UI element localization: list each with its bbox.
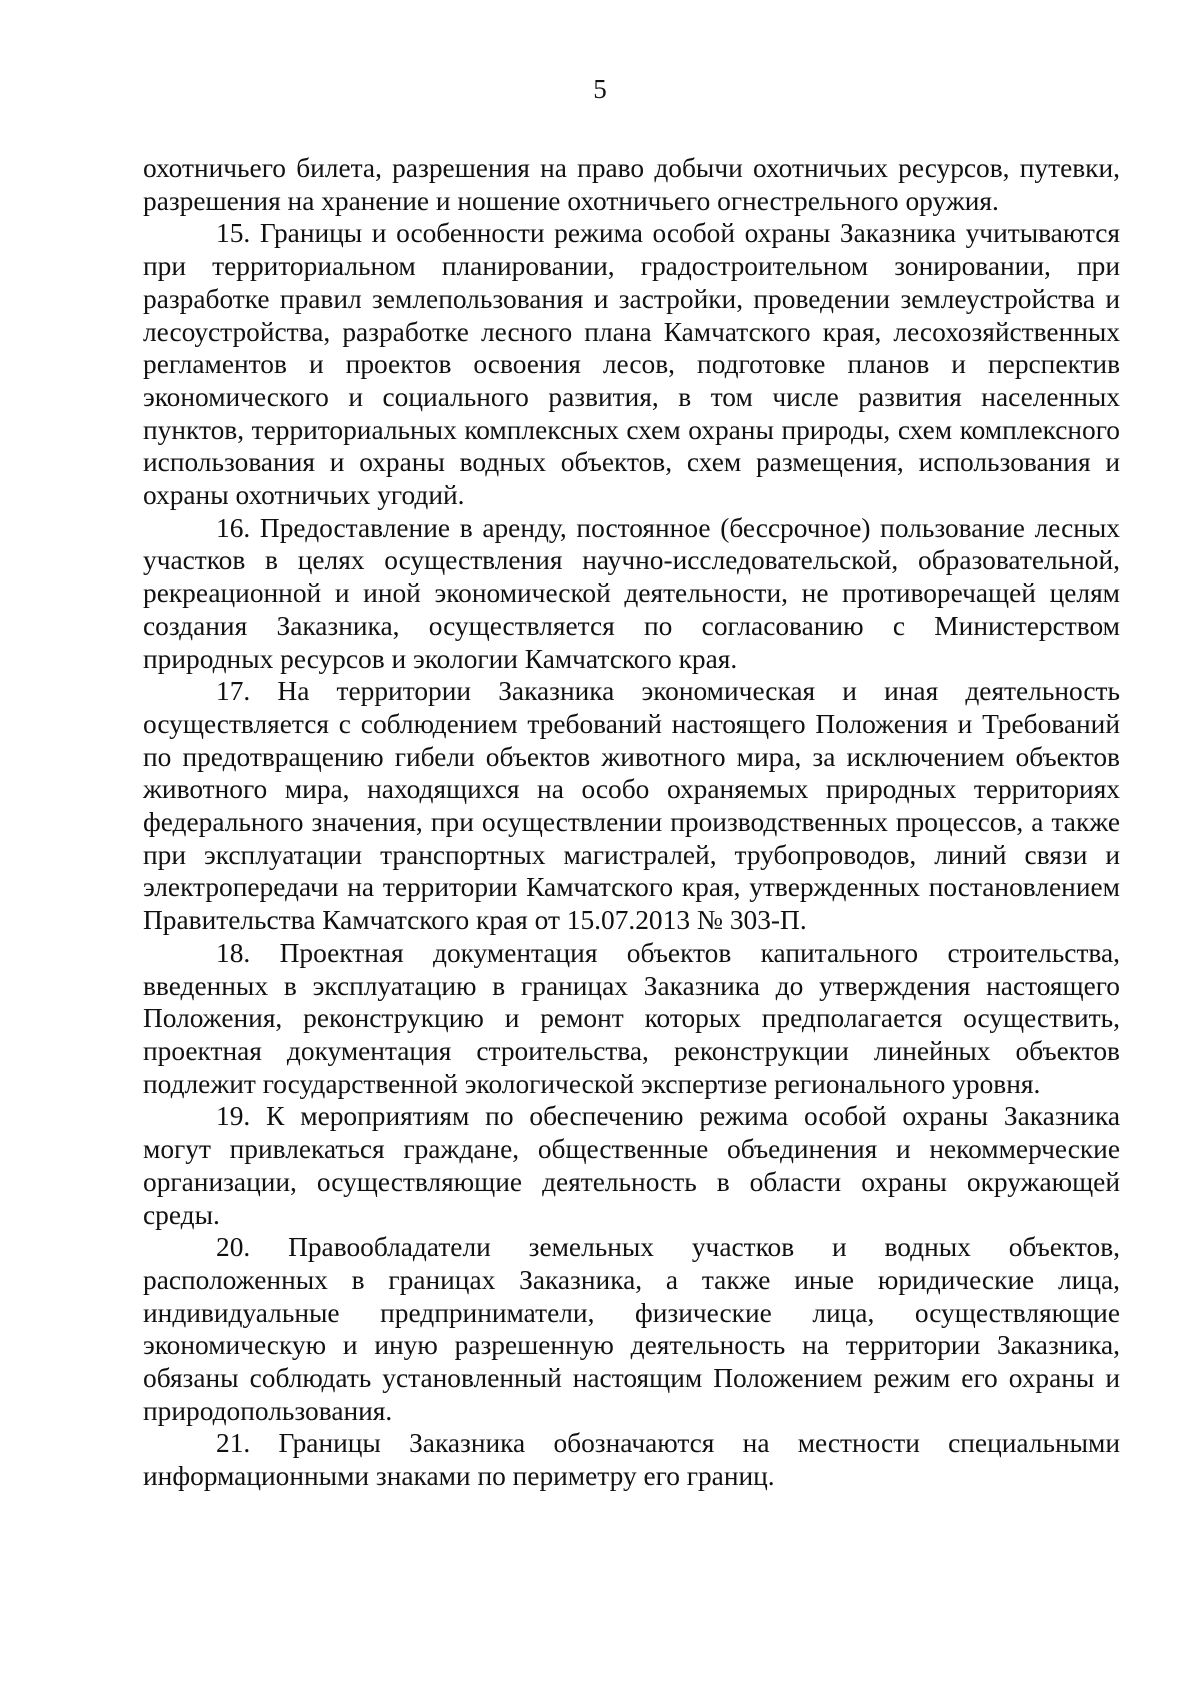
paragraph-16: 16. Предоставление в аренду, постоянное (бессрочное) пользование лесных участков в целях осуществления научно-исследовательской, образовательной, рекреационной и иной экономической деятельности, не противоречащей целям создания Заказника, осуществляется по согласованию с Министерством природных ресурсов и экологии Камчатского края. [143,512,1120,674]
paragraph-19: 19. К мероприятиям по обеспечению режима особой охраны Заказника могут привлекаться граждане, общественные объединения и некоммерческие организации, осуществляющие деятельность в области охраны окружающей среды. [143,1101,1120,1230]
paragraph-17: 17. На территории Заказника экономическая и иная деятельность осуществляется с соблюдением требований настоящего Положения и Требований по предотвращению гибели объектов животного мира, за исключением объектов животного мира, находящихся на особо охраняемых природных территориях федерального значения, при осуществлении производственных процессов, а также при эксплуатации транспортных магистралей, трубопроводов, линий связи и электропередачи на территории Камчатского края, утвержденных постановлением Правительства Камчатского края от 15.07.2013 № 303-П. [143,676,1120,936]
paragraph-18: 18. Проектная документация объектов капитального строительства, введенных в эксплуатацию в границах Заказника до утверждения настоящего Положения, реконструкцию и ремонт которых предполагается осуществить, проектная документация строительства, реконструкции линейных объектов подлежит государственной экологической экспертизе регионального уровня. [143,937,1120,1099]
paragraph-21: 21. Границы Заказника обозначаются на местности специальными информационными знаками по периметру его границ. [143,1428,1120,1492]
paragraph-20: 20. Правообладатели земельных участков и водных объектов, расположенных в границах Заказника, а также иные юридические лица, индивидуальные предприниматели, физические лица, осуществляющие экономическую и иную разрешенную деятельность на территории Заказника, обязаны соблюдать установленный настоящим Положением режим его охраны и природопользования. [143,1232,1120,1426]
document-body [143,152,1120,1493]
paragraph-15: 15. Границы и особенности режима особой охраны Заказника учитываются при территориальном планировании, градостроительном зонировании, при разработке правил землепользования и застройки, проведении землеустройства и лесоустройства, разработке лесного плана Камчатского края, лесохозяйственных регламентов и проектов освоения лесов, подготовке планов и перспектив экономического и социального развития, в том числе развития населенных пунктов, территориальных комплексных схем охраны природы, схем комплексного использования и охраны водных объектов, схем размещения, использования и охраны охотничьих угодий. [143,218,1120,511]
page-number: 5 [593,74,607,104]
paragraph-continuation: охотничьего билета, разрешения на право добычи охотничьих ресурсов, путевки, разрешения на хранение и ношение охотничьего огнестрельного оружия. [143,153,1120,216]
